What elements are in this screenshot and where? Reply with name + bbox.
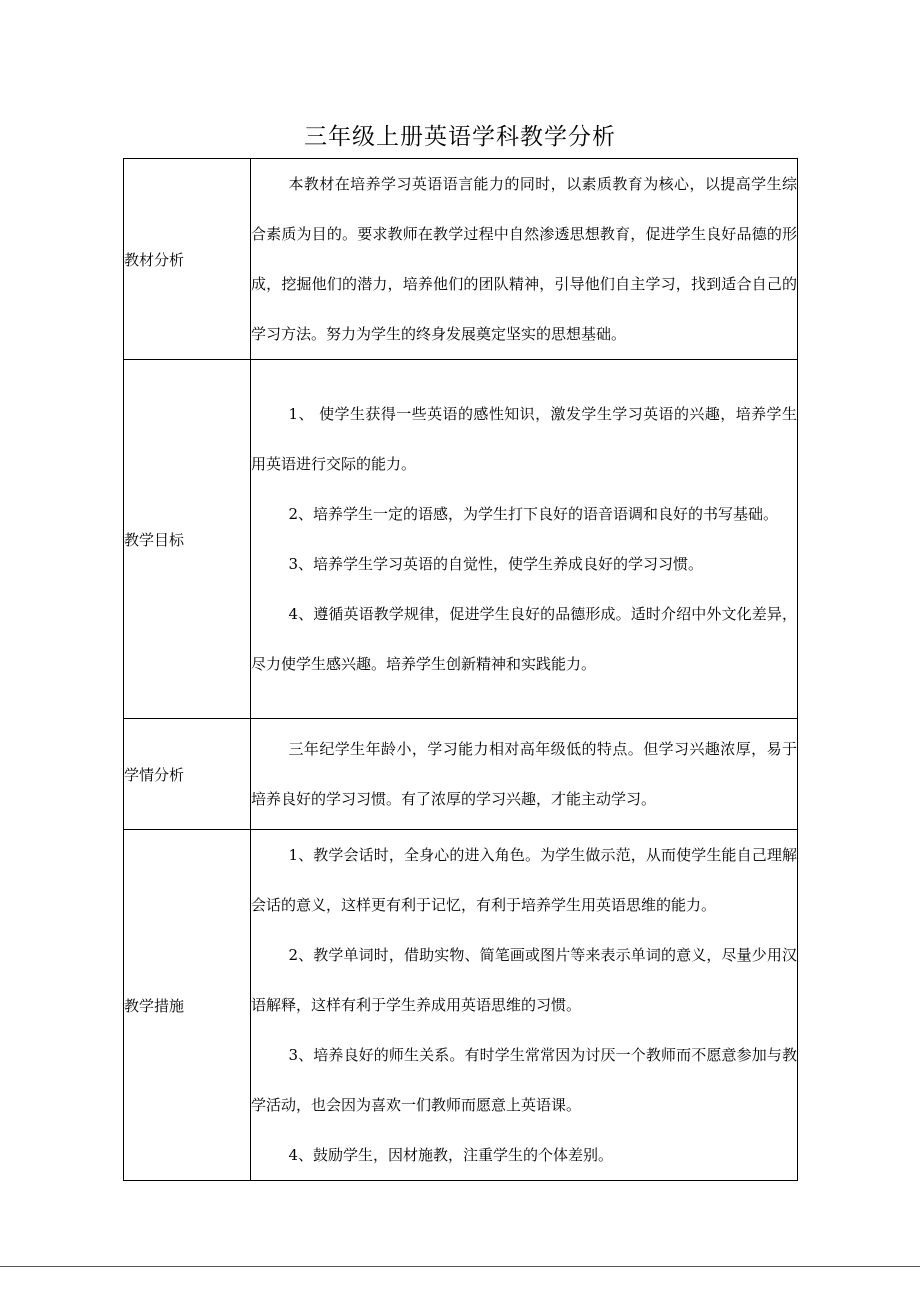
table-row: [124, 719, 798, 830]
row-content: [251, 830, 798, 1181]
row-label: 教学目标: [124, 360, 251, 719]
table-row: [124, 360, 798, 719]
paragraph: 2、培养学生一定的语感，为学生打下良好的语音语调和良好的书写基础。: [288, 505, 779, 523]
table-row: [124, 159, 798, 360]
row-content: [251, 360, 798, 719]
document-title: 三年级上册英语学科教学分析: [304, 124, 616, 150]
paragraph: 三年纪学生年龄小，学习能力相对高年级低的特点。但学习兴趣浓厚，易于培养良好的学习习惯。有了浓厚的学习兴趣，才能主动学习。: [251, 740, 797, 808]
paragraph: 2、教学单词时，借助实物、简笔画或图片等来表示单词的意义，尽量少用汉语解释，这样有利于学生养成用英语思维的习惯。: [251, 946, 797, 1014]
row-label: 教学措施: [124, 830, 251, 1181]
paragraph: 4、遵循英语教学规律，促进学生良好的品德形成。适时介绍中外文化差异，尽力使学生感兴趣。培养学生创新精神和实践能力。: [251, 605, 797, 673]
paragraph: 本教材在培养学习英语语言能力的同时，以素质教育为核心，以提高学生综合素质为目的。要求教师在教学过程中自然渗透思想教育，促进学生良好品德的形成，挖掘他们的潜力，培养他们的团队精神，引导他们自主学习，找到适合自己的学习方法。努力为学生的终身发展奠定坚实的思想基础。: [251, 175, 797, 343]
paragraph: 3、培养学生学习英语的自觉性，使学生养成良好的学习习惯。: [288, 555, 704, 573]
paragraph: 1、 使学生获得一些英语的感性知识，激发学生学习英语的兴趣，培养学生用英语进行交际的能力。: [251, 405, 797, 473]
row-content: [251, 719, 798, 830]
paragraph: 3、培养良好的师生关系。有时学生常常因为讨厌一个教师而不愿意参加与教学活动，也会因为喜欢一们教师而愿意上英语课。: [251, 1046, 797, 1114]
page-bottom-divider: [0, 1266, 920, 1267]
analysis-table: [123, 158, 798, 1181]
row-label: 教材分析: [124, 159, 251, 360]
row-content: [251, 159, 798, 360]
table-row: [124, 830, 798, 1181]
paragraph: 1、教学会话时，全身心的进入角色。为学生做示范，从而使学生能自己理解会话的意义，这样更有利于记忆，有利于培养学生用英语思维的能力。: [251, 846, 797, 914]
paragraph: 4、鼓励学生，因材施教，注重学生的个体差别。: [288, 1146, 614, 1164]
row-label: 学情分析: [124, 719, 251, 830]
